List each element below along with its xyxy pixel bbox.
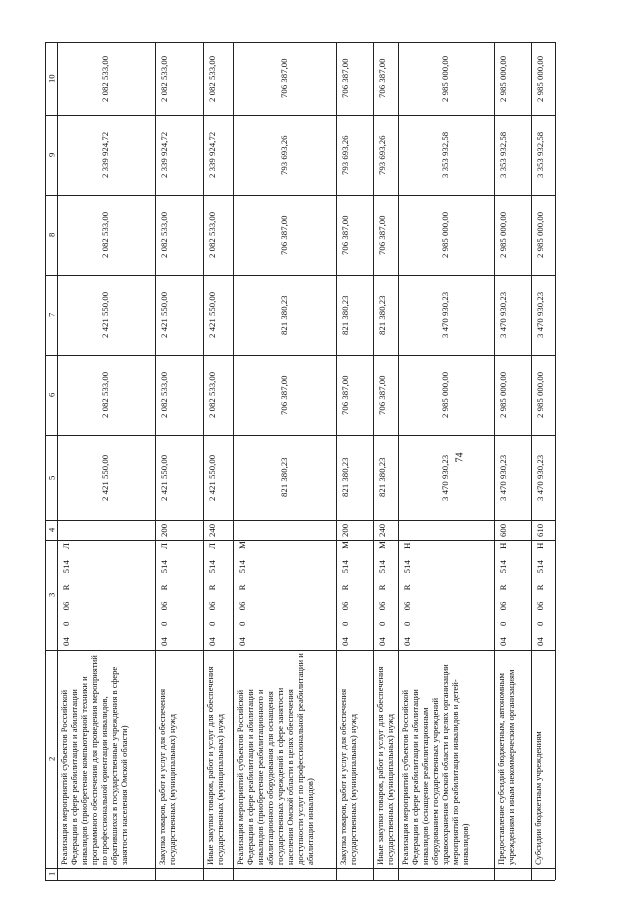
column-header: 1 xyxy=(46,871,57,877)
budget-code: 04 0 06 R 514 М xyxy=(377,541,387,646)
row-separator xyxy=(494,42,495,880)
column-separator xyxy=(45,115,555,116)
expense-type-code: 240 xyxy=(207,523,217,537)
amount-cell: 2 082 533,00 xyxy=(159,211,169,259)
column-separator xyxy=(45,275,555,276)
amount-cell: 2 082 533,00 xyxy=(159,55,169,102)
amount-cell: 706 387,00 xyxy=(377,215,387,255)
column-separator xyxy=(45,868,555,869)
column-header: 10 xyxy=(46,74,57,83)
amount-cell: 821 380,23 xyxy=(340,295,350,335)
budget-code: 04 0 06 R 514 Л xyxy=(159,542,169,646)
budget-code: 04 0 06 R 514 М xyxy=(340,541,350,646)
amount-cell: 2 421 550,00 xyxy=(100,454,110,501)
amount-cell: 2 339 924,72 xyxy=(100,131,110,179)
column-header: 8 xyxy=(46,232,57,238)
column-header: 2 xyxy=(46,756,57,762)
expense-type-code xyxy=(61,522,73,538)
column-header: 4 xyxy=(46,527,57,533)
expense-type-code xyxy=(402,522,414,538)
amount-cell: 2 985 000,00 xyxy=(535,211,545,259)
row-separator xyxy=(398,42,399,880)
amount-cell: 2 985 000,00 xyxy=(498,55,508,102)
column-header: 7 xyxy=(46,312,57,318)
amount-cell: 2 082 533,00 xyxy=(100,211,110,259)
amount-cell: 3 470 930,23 xyxy=(535,291,545,339)
row-separator xyxy=(555,42,556,880)
amount-cell: 3 353 932,58 xyxy=(440,131,450,179)
amount-cell: 793 693,26 xyxy=(377,135,387,175)
budget-code: 04 0 06 R 514 Н xyxy=(535,542,545,646)
amount-cell: 821 380,23 xyxy=(377,457,387,498)
row-separator xyxy=(203,42,204,880)
row-separator xyxy=(373,42,374,880)
column-separator xyxy=(45,355,555,356)
column-header: 5 xyxy=(46,475,57,480)
budget-code: 04 0 06 R 514 Л xyxy=(207,542,217,646)
header-separator xyxy=(57,42,58,880)
amount-cell: 2 421 550,00 xyxy=(207,291,217,339)
amount-cell: 706 387,00 xyxy=(278,58,289,99)
row-separator xyxy=(336,42,337,880)
row-description: Субсидии бюджетным учреждениям xyxy=(533,731,543,865)
amount-cell: 2 082 533,00 xyxy=(207,371,217,419)
amount-cell: 821 380,23 xyxy=(377,295,387,335)
amount-cell: 821 380,23 xyxy=(340,457,350,498)
expense-type-code: 200 xyxy=(159,523,169,537)
row-description: Реализация мероприятий субъектов Российской Федерации в сфере реабилитации и абилитации инвалидов (оснащение реабилитационным оборудованием государственных учреждений здравоохранения Омской области в целях организации мероприятий по реабилитации инвалидов и детей-инвалидов) xyxy=(400,664,470,865)
amount-cell: 3 470 930,23 xyxy=(440,454,450,501)
row-separator xyxy=(233,42,234,880)
amount-cell: 3 353 932,58 xyxy=(498,131,508,179)
amount-cell: 706 387,00 xyxy=(340,58,350,99)
amount-cell: 3 470 930,23 xyxy=(440,291,450,339)
row-separator xyxy=(531,42,532,880)
column-header: 6 xyxy=(46,392,57,398)
column-separator xyxy=(45,42,555,43)
amount-cell: 2 985 000,00 xyxy=(440,211,450,259)
amount-cell: 2 421 550,00 xyxy=(159,454,169,501)
expense-type-code: 200 xyxy=(340,523,350,537)
row-description: Реализация мероприятий субъектов Российской Федерации в сфере реабилитации и абилитации инвалидов (приобретение компьютерной техники и программного обеспечения для проведения мероприятий по профессиональной ориентации инвалидов, обратившихся в государственные учреждения в сфере занятости населения Омской области) xyxy=(59,655,129,865)
amount-cell: 2 082 533,00 xyxy=(207,211,217,259)
expense-type-code xyxy=(237,522,249,538)
amount-cell: 2 082 533,00 xyxy=(100,55,110,102)
row-description: Иные закупки товаров, работ и услуг для обеспечения государственных (муниципальных) нужд xyxy=(375,666,395,865)
amount-cell: 3 353 932,58 xyxy=(535,131,545,179)
table-border xyxy=(45,880,555,881)
expense-type-code: 610 xyxy=(535,523,545,537)
amount-cell: 2 985 000,00 xyxy=(535,55,545,102)
amount-cell: 793 693,26 xyxy=(278,135,289,175)
column-header: 3 xyxy=(46,592,57,598)
column-separator xyxy=(45,435,555,436)
amount-cell: 2 985 000,00 xyxy=(535,371,545,419)
amount-cell: 2 082 533,00 xyxy=(207,55,217,102)
column-header: 9 xyxy=(46,152,57,158)
row-description: Предоставление субсидий бюджетным, автономным учреждениям и иным некоммерческим организациям xyxy=(496,669,516,865)
amount-cell: 2 339 924,72 xyxy=(207,131,217,179)
amount-cell: 821 380,23 xyxy=(278,457,289,498)
row-description: Реализация мероприятий субъектов Российской Федерации в сфере реабилитации и абилитации инвалидов (приобретение реабилитационного и абилитационного оборудования для оснащения государственных учреждений в сфере занятости населения Омской области в целях обеспечения доступности услуг по профессиональной реабилитации и абилитации инвалидов) xyxy=(235,653,315,865)
column-separator xyxy=(45,195,555,196)
amount-cell: 2 985 000,00 xyxy=(498,211,508,259)
amount-cell: 3 470 930,23 xyxy=(498,291,508,339)
amount-cell: 2 421 550,00 xyxy=(159,291,169,339)
amount-cell: 2 985 000,00 xyxy=(440,55,450,102)
row-description: Закупка товаров, работ и услуг для обеспечения государственных (муниципальных) нужд xyxy=(338,688,358,865)
amount-cell: 706 387,00 xyxy=(377,58,387,99)
page-number: 74 xyxy=(454,452,466,463)
budget-code: 04 0 06 R 514 Н xyxy=(402,542,412,646)
amount-cell: 2 082 533,00 xyxy=(100,371,110,419)
column-separator xyxy=(45,520,555,521)
budget-code: 04 0 06 R 514 М xyxy=(237,541,247,646)
expense-type-code: 240 xyxy=(377,523,387,537)
column-separator xyxy=(45,540,555,541)
amount-cell: 2 339 924,72 xyxy=(159,131,169,179)
amount-cell: 2 985 000,00 xyxy=(498,371,508,419)
amount-cell: 2 421 550,00 xyxy=(207,454,217,501)
amount-cell: 2 985 000,00 xyxy=(440,371,450,419)
row-separator xyxy=(155,42,156,880)
row-description: Иные закупки товаров, работ и услуг для обеспечения государственных (муниципальных) нужд xyxy=(205,666,225,865)
amount-cell: 821 380,23 xyxy=(278,295,289,335)
amount-cell: 3 470 930,23 xyxy=(535,454,545,501)
column-separator xyxy=(45,650,555,651)
amount-cell: 706 387,00 xyxy=(278,215,289,255)
amount-cell: 706 387,00 xyxy=(278,375,289,415)
amount-cell: 2 082 533,00 xyxy=(159,371,169,419)
budget-code: 04 0 06 R 514 Н xyxy=(498,542,508,646)
expense-type-code: 600 xyxy=(498,523,508,537)
amount-cell: 706 387,00 xyxy=(340,375,350,415)
amount-cell: 706 387,00 xyxy=(377,375,387,415)
amount-cell: 793 693,26 xyxy=(340,135,350,175)
amount-cell: 706 387,00 xyxy=(340,215,350,255)
amount-cell: 2 421 550,00 xyxy=(100,291,110,339)
row-description: Закупка товаров, работ и услуг для обеспечения государственных (муниципальных) нужд xyxy=(157,688,177,865)
budget-code: 04 0 06 R 514 Л xyxy=(61,542,71,646)
amount-cell: 3 470 930,23 xyxy=(498,454,508,501)
